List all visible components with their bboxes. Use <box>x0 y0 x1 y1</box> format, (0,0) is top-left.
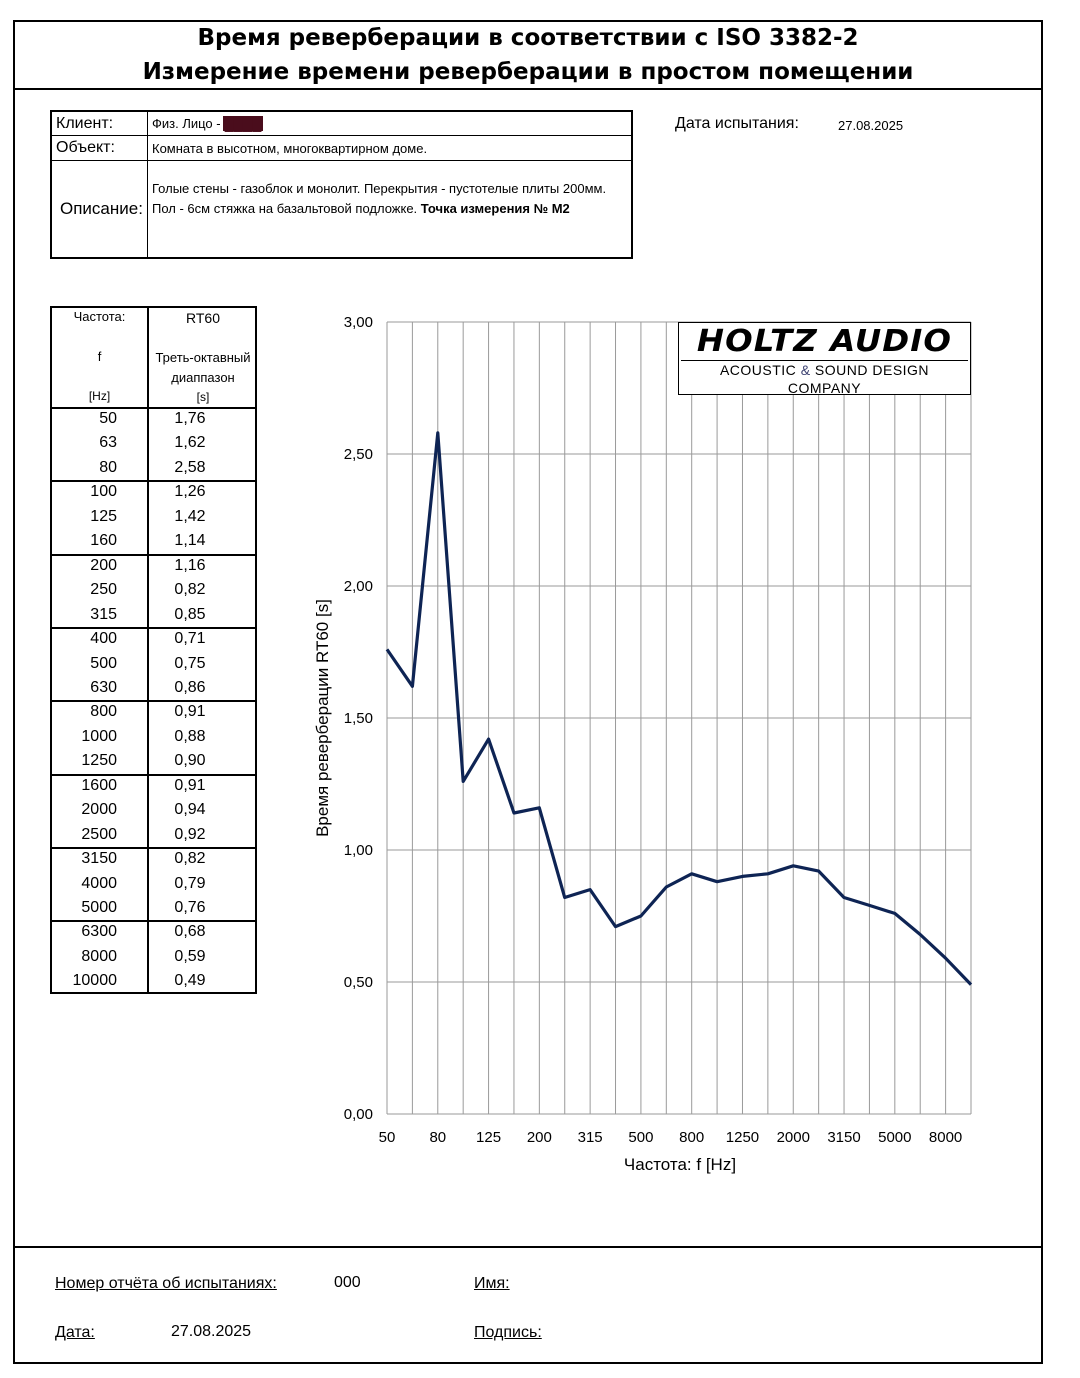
freq-header-symbol: f <box>97 349 102 364</box>
description-value <box>152 179 629 257</box>
rt-header-band2: диаппазон <box>171 370 235 385</box>
x-axis-label: Частота: f [Hz] <box>623 1155 737 1174</box>
rt60-series-line <box>387 433 971 985</box>
table-column-divider <box>147 308 149 992</box>
rt60-cell: 0,92 <box>174 825 206 843</box>
freq-header-unit: [Hz] <box>88 389 111 403</box>
freq-cell: 80 <box>99 458 117 476</box>
freq-cell: 6300 <box>81 923 117 941</box>
freq-header-label: Частота: <box>73 309 126 324</box>
rt60-cell: 0,94 <box>174 801 206 819</box>
report-title: Время реверберации в соответствии с ISO 3382-2 <box>197 25 859 51</box>
row-group-divider <box>52 774 255 776</box>
object-value: Комната в высотном, многоквартирном доме. <box>152 140 428 156</box>
freq-cell: 63 <box>99 434 117 452</box>
rt60-cell: 0,49 <box>174 972 206 990</box>
row-group-divider <box>52 554 255 556</box>
client-info-table <box>50 110 633 259</box>
rt60-cell: 2,58 <box>174 458 206 476</box>
holtz-audio-logo <box>678 322 971 395</box>
rt60-cell: 0,88 <box>174 727 206 745</box>
rt60-cell: 0,85 <box>174 605 206 623</box>
rt-header-unit: [s] <box>196 390 210 404</box>
freq-cell: 100 <box>90 483 117 501</box>
logo-company: COMPANY <box>787 380 862 396</box>
x-tick-labels <box>379 1129 963 1146</box>
logo-wordmark: HOLTZ AUDIO <box>696 324 953 359</box>
y-tick-label: 0,50 <box>343 974 373 991</box>
y-tick-label: 0,00 <box>343 1106 373 1123</box>
measurement-point: Точка измерения № М2 <box>420 201 570 216</box>
client-value-text: Физ. Лицо - <box>152 116 221 131</box>
description-label: Описание: <box>52 161 148 257</box>
table-header-divider <box>52 407 255 409</box>
y-tick-label: 1,50 <box>343 710 373 727</box>
logo-tagline-b: SOUND DESIGN <box>814 362 930 378</box>
freq-cell: 1000 <box>81 727 117 745</box>
x-tick-label: 50 <box>378 1129 396 1146</box>
rt60-cell: 0,68 <box>174 923 206 941</box>
freq-cell: 8000 <box>81 947 117 965</box>
freq-cell: 630 <box>90 678 117 696</box>
rt60-cell: 1,16 <box>174 556 206 574</box>
rt60-cell: 0,91 <box>174 703 206 721</box>
freq-cell: 250 <box>90 581 117 599</box>
y-axis-label: Время реверберации RT60 [s] <box>313 599 332 837</box>
x-tick-label: 8000 <box>928 1129 963 1146</box>
row-group-divider <box>52 920 255 922</box>
freq-cell: 2500 <box>81 825 117 843</box>
y-tick-label: 1,00 <box>343 842 373 859</box>
rt60-cell: 0,79 <box>174 874 206 892</box>
chart-grid <box>387 322 971 1114</box>
rt60-cell: 0,90 <box>174 752 206 770</box>
logo-tagline-a: ACOUSTIC <box>719 362 797 378</box>
rt60-chart <box>300 300 1000 1190</box>
freq-cell: 1250 <box>81 752 117 770</box>
description-text: Голые стены - газоблок и монолит. Перекрытия - пустотелые плиты 200мм. Пол - 6см стяжка на базальтовой подложке. <box>152 181 607 216</box>
logo-ampersand: & <box>800 362 811 378</box>
rt60-cell: 1,42 <box>174 507 206 525</box>
freq-cell: 800 <box>90 703 117 721</box>
freq-cell: 1600 <box>81 776 117 794</box>
report-number-label: Номер отчёта об испытаниях: <box>55 1275 277 1292</box>
client-label: Клиент: <box>52 112 148 135</box>
rt60-cell: 0,71 <box>174 630 206 648</box>
freq-cell: 50 <box>99 410 117 427</box>
freq-cell: 5000 <box>81 899 117 916</box>
freq-cell: 125 <box>90 507 117 525</box>
freq-cell: 4000 <box>81 874 117 892</box>
logo-tagline <box>679 361 970 379</box>
freq-cell: 3150 <box>81 850 117 868</box>
freq-cell: 315 <box>90 605 117 623</box>
rt60-cell: 0,59 <box>174 947 206 965</box>
x-tick-label: 80 <box>429 1129 447 1146</box>
x-tick-label: 200 <box>526 1129 552 1146</box>
rt60-cell: 1,14 <box>174 532 206 550</box>
object-row <box>52 136 631 161</box>
rt60-cell: 0,86 <box>174 678 206 696</box>
signature-label: Подпись: <box>474 1324 542 1341</box>
y-tick-labels <box>344 314 373 1123</box>
date-value: 27.08.2025 <box>171 1323 252 1340</box>
rt60-cell: 0,82 <box>174 850 206 868</box>
freq-cell: 500 <box>90 654 117 672</box>
freq-cell: 200 <box>90 556 117 574</box>
object-label: Объект: <box>52 136 148 160</box>
freq-cell: 400 <box>90 630 117 648</box>
x-tick-label: 3150 <box>827 1129 861 1146</box>
row-group-divider <box>52 700 255 702</box>
x-tick-label: 2000 <box>776 1129 810 1146</box>
rt60-cell: 0,76 <box>174 899 206 916</box>
footer-divider <box>13 1246 1043 1248</box>
x-tick-label: 1250 <box>725 1129 760 1146</box>
row-group-divider <box>52 480 255 482</box>
test-date-value: 27.08.2025 <box>838 118 904 133</box>
x-tick-label: 315 <box>577 1129 603 1146</box>
rt-header-band: Треть-октавный <box>155 350 251 365</box>
rt60-cell: 1,76 <box>174 410 206 427</box>
redacted-name: ████ <box>224 116 262 131</box>
freq-cell: 10000 <box>72 972 117 990</box>
rt60-cell: 0,75 <box>174 654 206 672</box>
name-label: Имя: <box>474 1275 510 1292</box>
report-number-value: 000 <box>334 1274 361 1291</box>
rt60-cell: 0,82 <box>174 581 206 599</box>
freq-cell: 160 <box>90 532 117 550</box>
row-group-divider <box>52 847 255 849</box>
description-row <box>52 161 631 257</box>
y-tick-label: 2,00 <box>343 578 373 595</box>
rt60-cell: 0,91 <box>174 776 206 794</box>
rt60-cell: 1,26 <box>174 483 206 501</box>
freq-cell: 2000 <box>81 801 117 819</box>
report-subtitle: Измерение времени реверберации в простом помещении <box>142 59 914 85</box>
row-group-divider <box>52 627 255 629</box>
rt-header-label: RT60 <box>186 310 220 326</box>
client-value <box>152 112 629 135</box>
x-tick-label: 500 <box>628 1129 654 1146</box>
header-divider <box>13 88 1043 90</box>
date-label: Дата: <box>55 1324 95 1341</box>
rt60-table <box>50 306 257 994</box>
client-row <box>52 112 631 136</box>
x-tick-label: 125 <box>476 1129 502 1146</box>
y-tick-label: 2,50 <box>343 446 373 463</box>
x-tick-label: 5000 <box>878 1129 912 1146</box>
y-tick-label: 3,00 <box>343 314 373 331</box>
rt60-cell: 1,62 <box>174 434 206 452</box>
test-date-label: Дата испытания: <box>675 115 799 132</box>
x-tick-label: 800 <box>679 1129 705 1146</box>
